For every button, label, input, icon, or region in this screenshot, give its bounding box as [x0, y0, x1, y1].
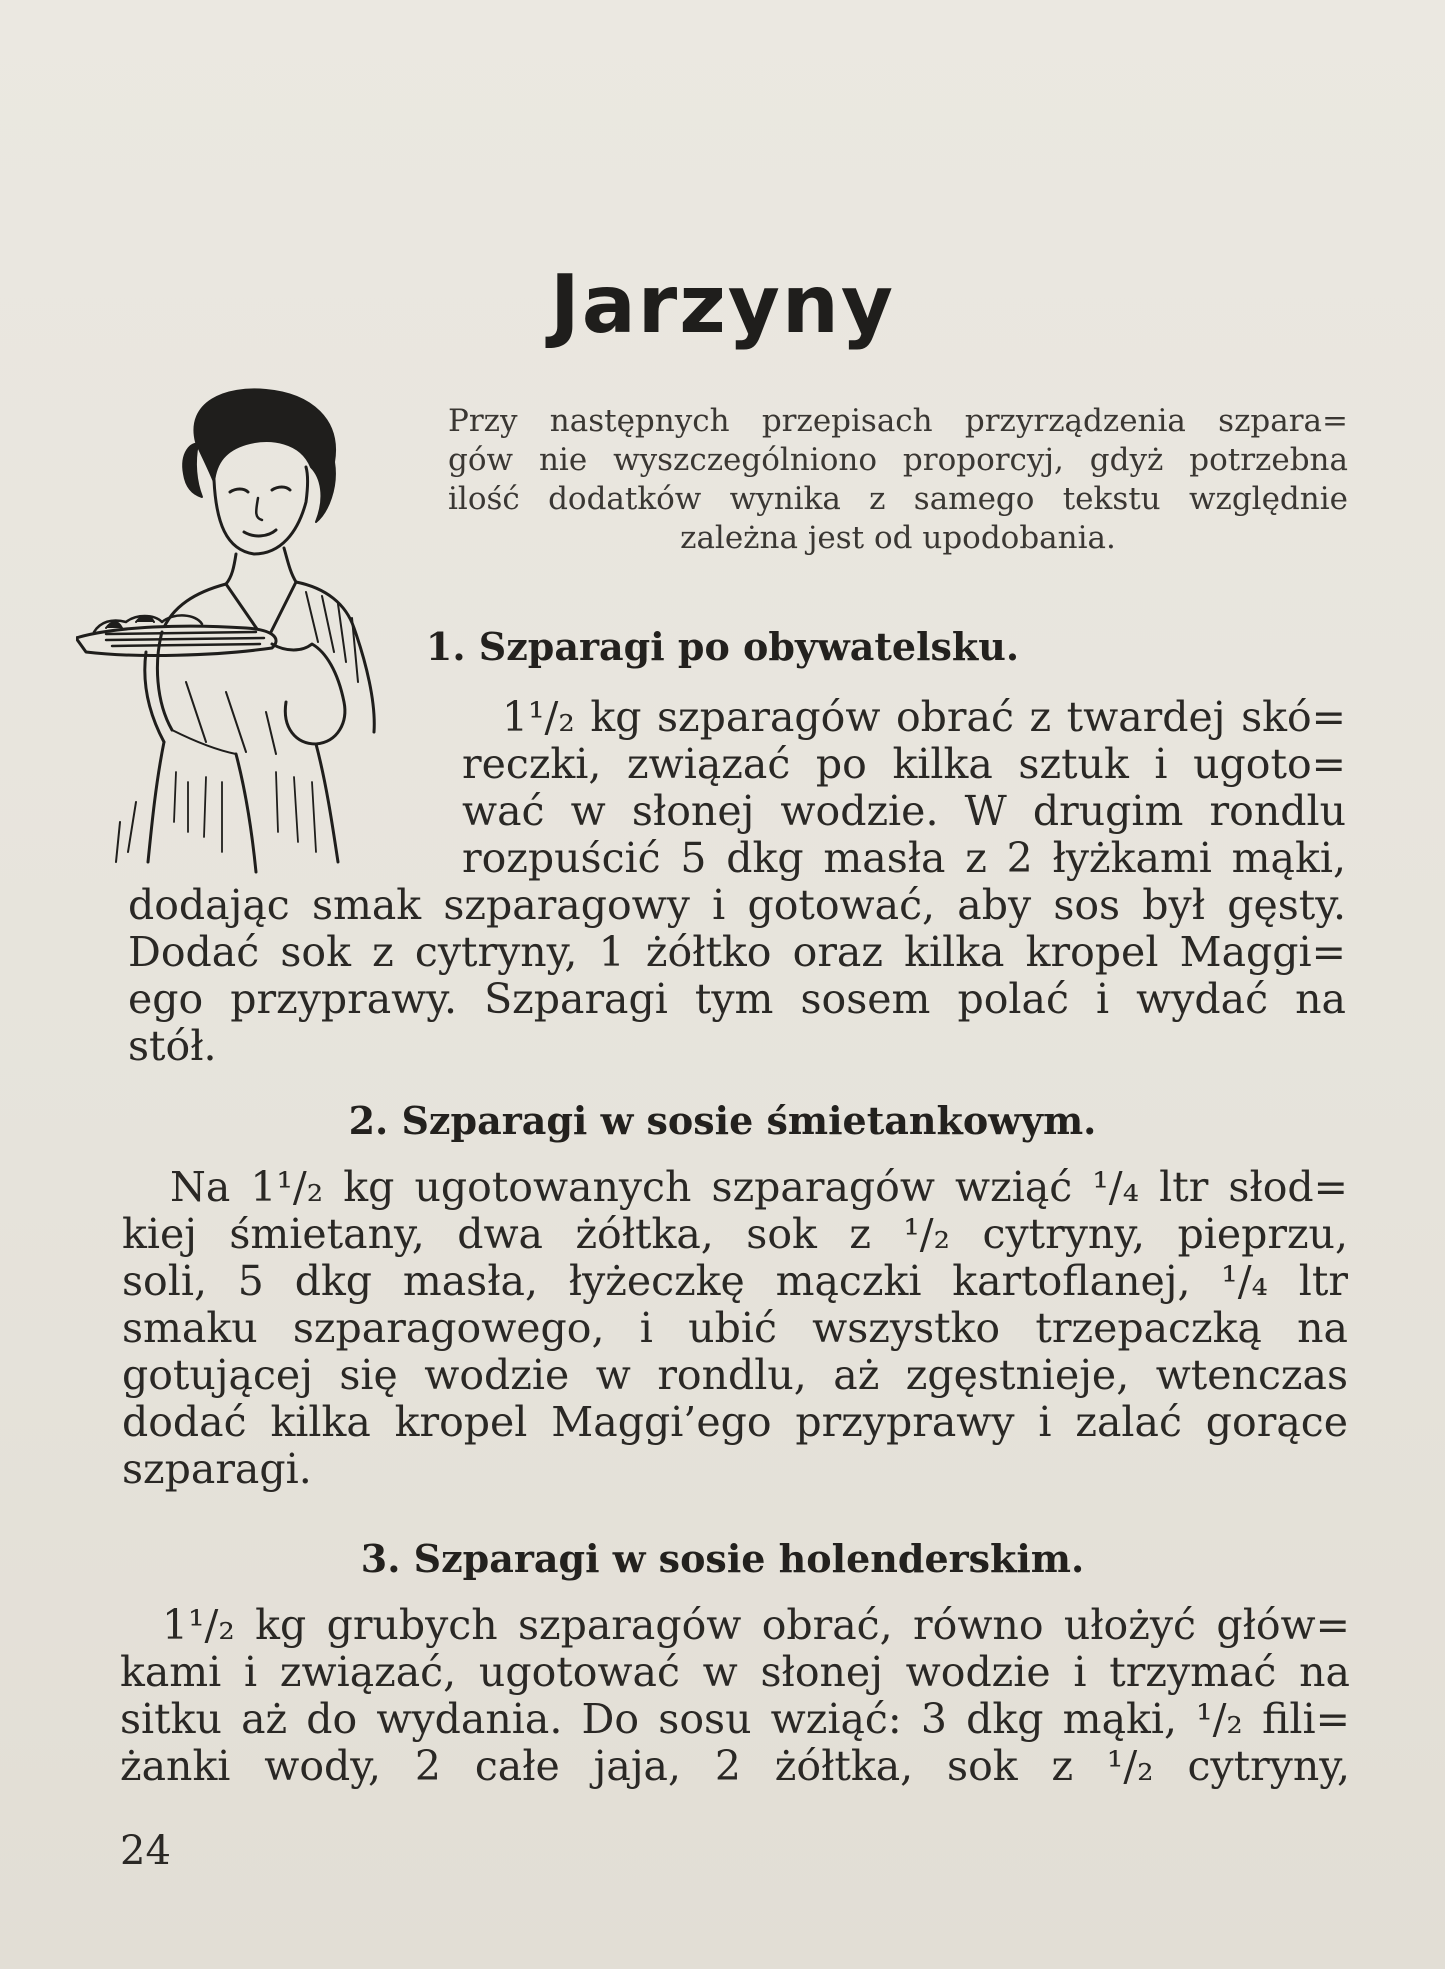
text-line: stół.	[128, 1022, 217, 1070]
recipe-3-text	[120, 1602, 1350, 1790]
intro-paragraph	[448, 402, 1348, 558]
page-title: Jarzyny	[549, 258, 895, 351]
text-line: reczki, związać po kilka sztuk i ugoto=	[462, 740, 1346, 788]
text-line: kami i związać, ugotować w słonej wodzie i trzymać na	[120, 1648, 1350, 1696]
text-line: szparagi.	[122, 1445, 312, 1493]
text-line: gotującej się wodzie w rondlu, aż zgęstnieje, wtenczas	[122, 1351, 1348, 1399]
recipe-1-text-full	[128, 882, 1346, 1070]
text-line: 1¹/₂ kg grubych szparagów obrać, równo ułożyć głów=	[162, 1601, 1350, 1649]
text-line: ego przyprawy. Szparagi tym sosem polać i wydać na	[128, 975, 1346, 1023]
text-line: 1¹/₂ kg szparagów obrać z twardej skó=	[502, 693, 1346, 741]
recipe-1-heading: 1. Szparagi po obywatelsku.	[425, 624, 1020, 669]
recipe-2-text	[122, 1164, 1348, 1493]
text-line: sitku aż do wydania. Do sosu wziąć: 3 dkg mąki, ¹/₂ fili=	[120, 1695, 1350, 1743]
text-line: dodać kilka kropel Maggi’ego przyprawy i zalać gorące	[122, 1398, 1348, 1446]
text-line: Na 1¹/₂ kg ugotowanych szparagów wziąć ¹/₄ ltr słod=	[170, 1163, 1348, 1211]
text-line: smaku szparagowego, i ubić wszystko trzepaczką na	[122, 1304, 1348, 1352]
text-line: dodając smak szparagowy i gotować, aby sos był gęsty.	[128, 881, 1346, 929]
recipe-1-text-wrap	[462, 694, 1346, 882]
text-line: rozpuścić 5 dkg masła z 2 łyżkami mąki,	[462, 834, 1346, 882]
text-line: Przy następnych przepisach przyrządzenia szpara=	[448, 403, 1348, 439]
text-line: gów nie wyszczególniono proporcyj, gdyż potrzebna	[448, 442, 1348, 478]
text-line: zależna jest od upodobania.	[680, 520, 1116, 556]
page-number: 24	[120, 1828, 171, 1874]
text-line: ilość dodatków wynika z samego tekstu względnie	[448, 481, 1348, 517]
recipe-3-heading: 3. Szparagi w sosie holenderskim.	[360, 1536, 1085, 1581]
recipe-2-heading: 2. Szparagi w sosie śmietankowym.	[348, 1098, 1097, 1143]
text-line: Dodać sok z cytryny, 1 żółtko oraz kilka kropel Maggi=	[128, 928, 1346, 976]
text-line: żanki wody, 2 całe jaja, 2 żółtka, sok z ¹/₂ cytryny,	[120, 1742, 1350, 1790]
text-line: soli, 5 dkg masła, łyżeczkę mączki kartoflanej, ¹/₄ ltr	[122, 1257, 1348, 1305]
text-line: wać w słonej wodzie. W drugim rondlu	[462, 787, 1346, 835]
text-line: kiej śmietany, dwa żółtka, sok z ¹/₂ cytryny, pieprzu,	[122, 1210, 1348, 1258]
